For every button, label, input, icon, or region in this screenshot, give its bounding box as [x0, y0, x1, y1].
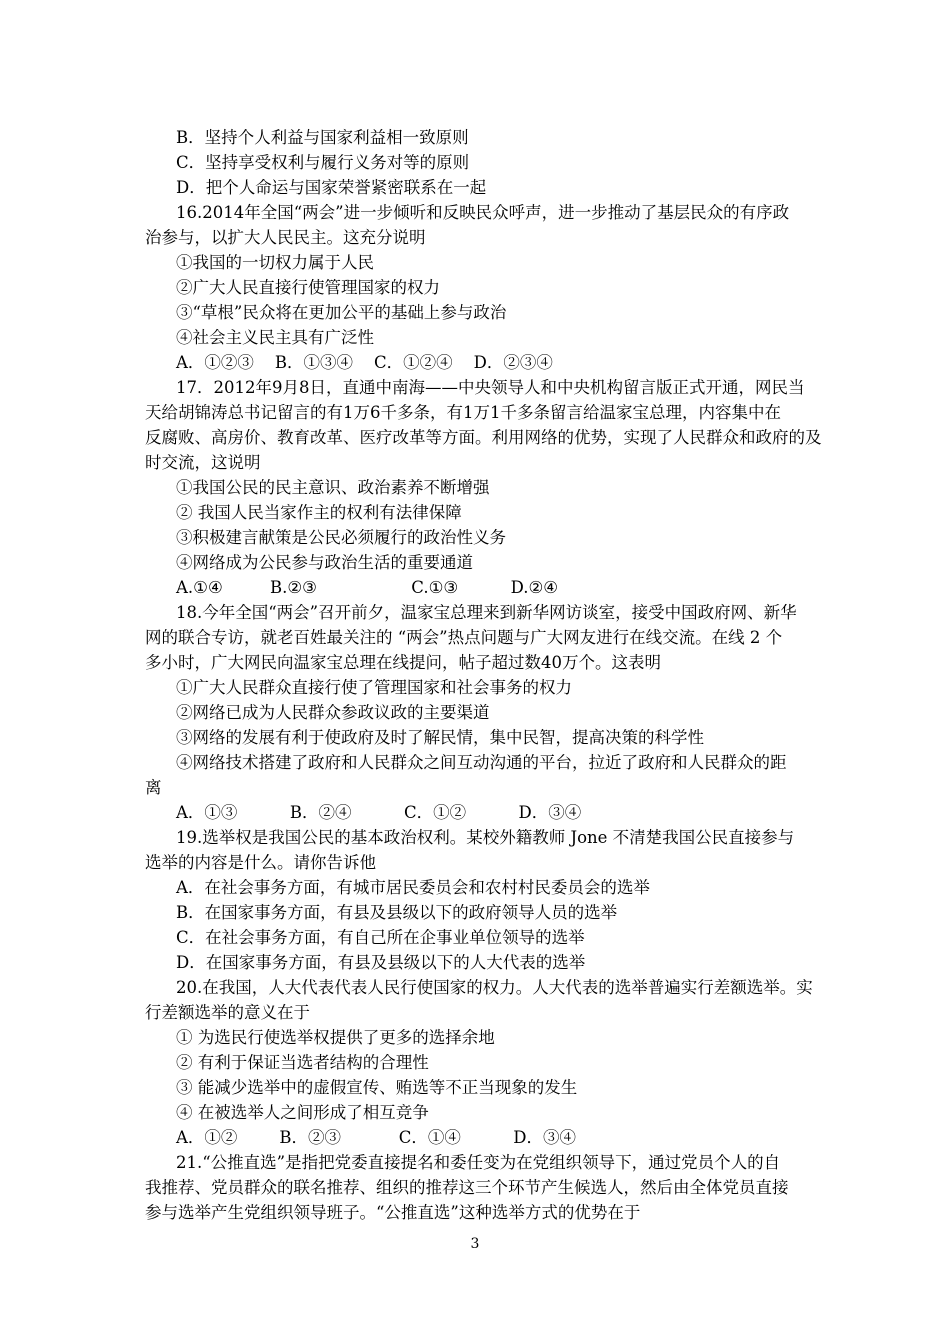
text-line: ④网络成为公民参与政治生活的重要通道 [176, 553, 473, 572]
text-line: ④网络技术搭建了政府和人民群众之间互动沟通的平台，拉近了政府和人民群众的距 [176, 753, 787, 772]
text-line: ③网络的发展有利于使政府及时了解民情，集中民智，提高决策的科学性 [176, 728, 704, 747]
text-line: D．在国家事务方面，有县及县级以下的人大代表的选举 [176, 953, 586, 972]
text-line: B．在国家事务方面，有县及县级以下的政府领导人员的选举 [176, 903, 618, 922]
question-17-text: 17．2012年9月8日，直通中南海——中央领导人和中央机构留言版正式开通，网民当 [176, 378, 805, 397]
question-18-text: 18.今年全国“两会”召开前夕，温家宝总理来到新华网访谈室，接受中国政府网、新华 [176, 603, 797, 622]
question-21-text: 21.“公推直选”是指把党委直接提名和委任变为在党组织领导下，通过党员个人的自 [176, 1153, 781, 1172]
answer-options: A.①④ B.②③ C.①③ D.②④ [176, 578, 559, 597]
text-line: 网的联合专访，就老百姓最关注的 “两会”热点问题与广大网友进行在线交流。在线 2 个 [145, 628, 783, 647]
text-line: B．坚持个人利益与国家利益相一致原则 [176, 128, 469, 147]
text-line: ④ 在被选举人之间形成了相互竞争 [176, 1103, 429, 1122]
question-20-text: 20.在我国，人大代表代表人民行使国家的权力。人大代表的选举普遍实行差额选举。实 [176, 978, 813, 997]
text-line: 参与选举产生党组织领导班子。“公推直选”这种选举方式的优势在于 [145, 1203, 641, 1222]
text-line: 反腐败、高房价、教育改革、医疗改革等方面。利用网络的优势，实现了人民群众和政府的及 [145, 428, 822, 447]
text-line: ② 我国人民当家作主的权利有法律保障 [176, 503, 462, 522]
text-line: ①我国的一切权力属于人民 [176, 253, 374, 272]
text-line: ②广大人民直接行使管理国家的权力 [176, 278, 440, 297]
answer-options: A．①③ B．②④ C．①② D．③④ [176, 803, 582, 822]
text-line: ③“草根”民众将在更加公平的基础上参与政治 [176, 303, 507, 322]
text-line: 行差额选举的意义在于 [145, 1003, 310, 1022]
answer-options: A．①② B．②③ C．①④ D．③④ [176, 1128, 576, 1147]
text-line: 我推荐、党员群众的联名推荐、组织的推荐这三个环节产生候选人，然后由全体党员直接 [145, 1178, 789, 1197]
text-line: ③积极建言献策是公民必须履行的政治性义务 [176, 528, 506, 547]
text-line: 多小时，广大网民向温家宝总理在线提问，帖子超过数40万个。这表明 [145, 653, 661, 672]
text-line: 选举的内容是什么。请你告诉他 [145, 853, 376, 872]
text-line: ③ 能减少选举中的虚假宣传、贿选等不正当现象的发生 [176, 1078, 578, 1097]
text-line: C．在社会事务方面，有自己所在企事业单位领导的选举 [176, 928, 585, 947]
text-line: 时交流，这说明 [145, 453, 261, 472]
text-line: 治参与，以扩大人民民主。这充分说明 [145, 228, 426, 247]
text-line: ①我国公民的民主意识、政治素养不断增强 [176, 478, 490, 497]
text-line: D．把个人命运与国家荣誉紧密联系在一起 [176, 178, 487, 197]
text-line: ① 为选民行使选举权提供了更多的选择余地 [176, 1028, 495, 1047]
text-line: ①广大人民群众直接行使了管理国家和社会事务的权力 [176, 678, 572, 697]
text-line: C．坚持享受权利与履行义务对等的原则 [176, 153, 470, 172]
page-number: 3 [470, 1236, 480, 1252]
text-line: ④社会主义民主具有广泛性 [176, 328, 374, 347]
question-16-text: 16.2014年全国“两会”进一步倾听和反映民众呼声，进一步推动了基层民众的有序政 [176, 203, 790, 222]
question-19-text: 19.选举权是我国公民的基本政治权利。某校外籍教师 Jone 不清楚我国公民直接参与 [176, 828, 795, 847]
text-line: ②网络已成为人民群众参政议政的主要渠道 [176, 703, 490, 722]
text-line: 天给胡锦涛总书记留言的有1万6千多条，有1万1千多条留言给温家宝总理，内容集中在 [145, 403, 781, 422]
text-line: ② 有利于保证当选者结构的合理性 [176, 1053, 429, 1072]
text-line: A．在社会事务方面，有城市居民委员会和农村村民委员会的选举 [176, 878, 650, 897]
text-line: 离 [145, 778, 162, 797]
answer-options: A．①②③ B．①③④ C．①②④ D．②③④ [176, 353, 553, 372]
